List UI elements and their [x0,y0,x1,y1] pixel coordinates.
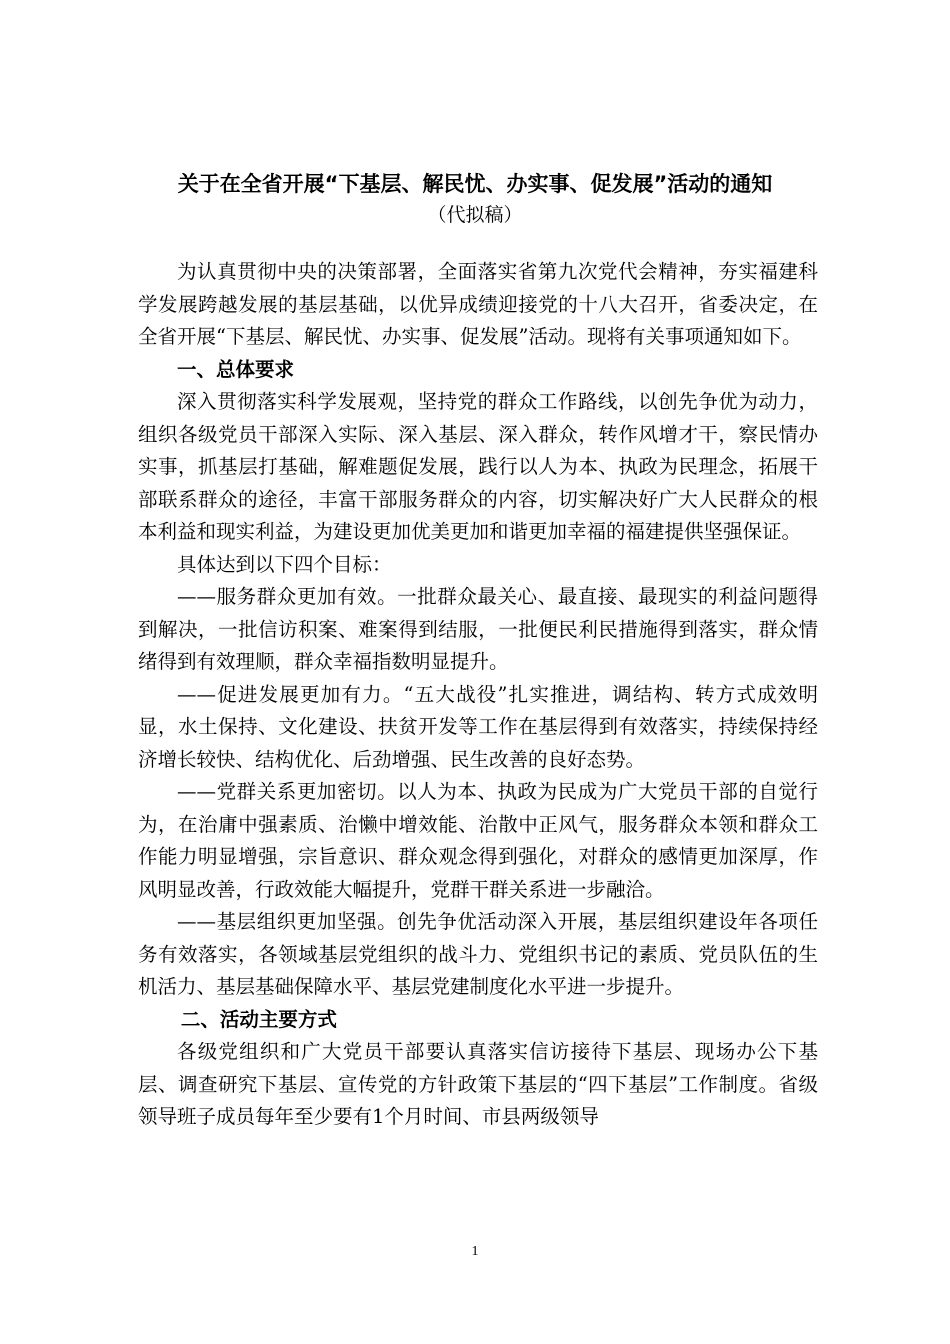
paragraph-intro: 为认真贯彻中央的决策部署，全面落实省第九次党代会精神，夯实福建科学发展跨越发展的基层基础，以优异成绩迎接党的十八大召开，省委决定，在全省开展“下基层、解民忧、办实事、促发展”活动。现将有关事项通知如下。 [138,260,818,348]
paragraph-goal-4: ——基层组织更加坚强。创先争优活动深入开展，基层组织建设年各项任务有效落实，各领域基层党组织的战斗力、党组织书记的素质、党员队伍的生机活力、基层基础保障水平、基层党建制度化水平进一步提升。 [138,910,818,998]
paragraph-goal-3: ——党群关系更加密切。以人为本、执政为民成为广大党员干部的自觉行为，在治庸中强素质、治懒中增效能、治散中正风气，服务群众本领和群众工作能力明显增强，宗旨意识、群众观念得到强化，对群众的感情更加深厚，作风明显改善，行政效能大幅提升，党群干群关系进一步融洽。 [138,780,818,901]
page-number: 1 [471,1244,479,1259]
paragraph-goal-1: ——服务群众更加有效。一批群众最关心、最直接、最现实的利益问题得到解决，一批信访积案、难案得到结服，一批便民利民措施得到落实，群众情绪得到有效理顺，群众幸福指数明显提升。 [138,585,818,673]
paragraph-activity-methods: 各级党组织和广大党员干部要认真落实信访接待下基层、现场办公下基层、调查研究下基层、宣传党的方针政策下基层的“四下基层”工作制度。省级领导班子成员每年至少要有1个月时间、市县两级领导 [138,1040,818,1128]
section-heading-1: 一、总体要求 [177,357,295,381]
paragraph-general-requirements: 深入贯彻落实科学发展观，坚持党的群众工作路线，以创先争优为动力，组织各级党员干部深入实际、深入基层、深入群众，转作风增才干，察民情办实事，抓基层打基础，解难题促发展，践行以人为本、执政为民理念，拓展干部联系群众的途径，丰富干部服务群众的内容，切实解决好广大人民群众的根本利益和现实利益，为建设更加优美更加和谐更加幸福的福建提供坚强保证。 [138,390,818,543]
paragraph-goal-2: ——促进发展更加有力。“五大战役”扎实推进，调结构、转方式成效明显，水土保持、文化建设、扶贫开发等工作在基层得到有效落实，持续保持经济增长较快、结构优化、后劲增强、民生改善的良好态势。 [138,682,818,771]
document-subtitle: （代拟稿） [427,204,523,226]
paragraph-goals-intro: 具体达到以下四个目标： [177,552,392,576]
document-title: 关于在全省开展“下基层、解民忧、办实事、促发展”活动的通知 [177,172,773,196]
document-body [138,256,818,1134]
section-heading-2: 二、活动主要方式 [180,1007,337,1031]
